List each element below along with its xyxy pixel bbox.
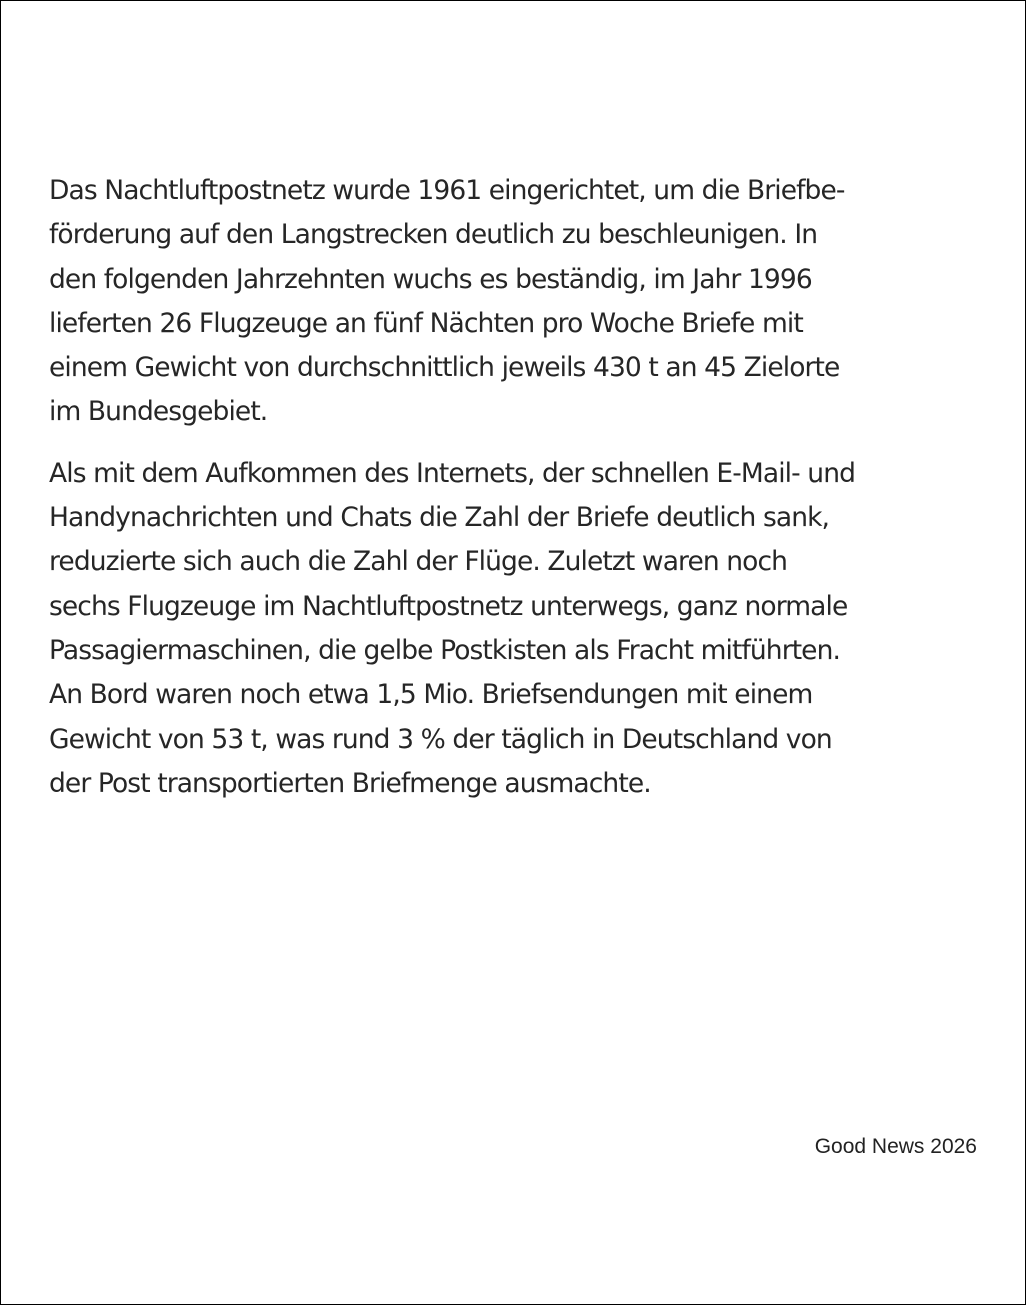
paragraph-2: [49, 452, 989, 806]
text-line: Passagiermaschinen, die gelbe Postkisten als Fracht mitführten.: [49, 634, 841, 666]
text-line: Das Nachtluftpostnetz wurde 1961 eingerichtet, um die Briefbe-: [49, 175, 845, 206]
text-line: lieferten 26 Flugzeuge an fünf Nächten pro Woche Briefe mit: [49, 307, 803, 339]
text-line: im Bundesgebiet.: [49, 396, 268, 428]
paragraph-1: [49, 169, 989, 435]
text-line: der Post transportierten Briefmenge ausmachte.: [49, 767, 651, 799]
text-line: förderung auf den Langstrecken deutlich zu beschleunigen. In: [49, 219, 818, 251]
text-line: sechs Flugzeuge im Nachtluftpostnetz unterwegs, ganz normale: [49, 590, 848, 622]
text-line: einem Gewicht von durchschnittlich jeweils 430 t an 45 Zielorte: [49, 352, 840, 384]
text-line: Gewicht von 53 t, was rund 3 % der täglich in Deutschland von: [49, 723, 832, 755]
footer-credit: Good News 2026: [814, 1135, 977, 1158]
text-line: Als mit dem Aufkommen des Internets, der schnellen E-Mail- und: [49, 457, 856, 489]
text-line: An Bord waren noch etwa 1,5 Mio. Briefsendungen mit einem: [49, 679, 813, 711]
body-text: [49, 169, 989, 806]
text-line: den folgenden Jahrzehnten wuchs es beständig, im Jahr 1996: [49, 263, 812, 295]
text-line: reduzierte sich auch die Zahl der Flüge. Zuletzt waren noch: [49, 546, 788, 578]
text-line: Handynachrichten und Chats die Zahl der Briefe deutlich sank,: [49, 502, 830, 534]
